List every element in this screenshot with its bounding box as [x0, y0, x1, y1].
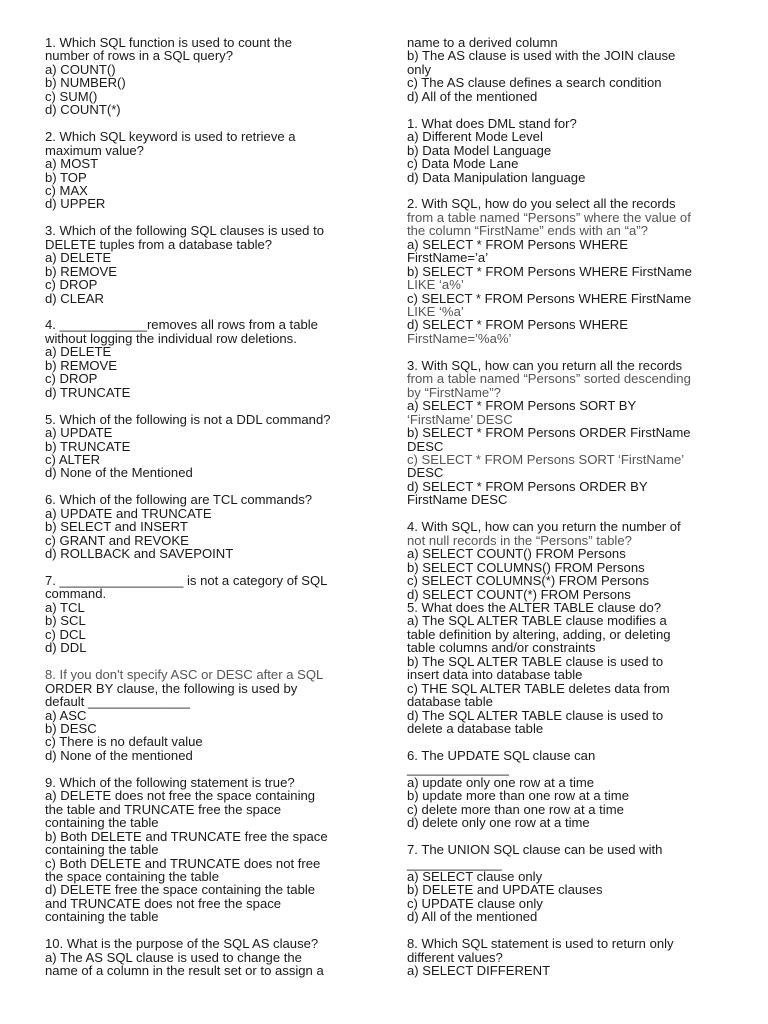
text-line: d) SELECT COUNT(*) FROM Persons: [407, 586, 631, 602]
question-block: [45, 318, 367, 399]
text-line: d) COUNT(*): [45, 102, 121, 118]
text-line: the space containing the table: [45, 868, 219, 884]
question-line: 7. _________________ is not a category of SQL: [45, 573, 328, 589]
question-line: 8. If you don't specify ASC or DESC after a SQL: [45, 667, 324, 683]
text-line: b) REMOVE: [45, 357, 118, 373]
question-block: [45, 224, 367, 305]
text-line: c) The AS clause defines a search condition: [407, 75, 662, 91]
text-line: a) TCL: [45, 599, 85, 615]
text-line: delete a database table: [407, 721, 544, 737]
text-line: maximum value?: [45, 142, 144, 158]
text-line: only: [407, 61, 432, 77]
text-line: containing the table: [45, 909, 159, 925]
question-block: [407, 36, 729, 103]
text-line: a) SELECT DIFFERENT: [407, 963, 551, 979]
left-column: [45, 36, 367, 991]
text-line: d) SELECT * FROM Persons ORDER BY: [407, 478, 648, 494]
text-line: b) SELECT COLUMNS() FROM Persons: [407, 559, 645, 575]
question-block: [407, 937, 729, 977]
question-line: 3. With SQL, how can you return all the records: [407, 357, 683, 373]
text-line: c) THE SQL ALTER TABLE deletes data from: [407, 680, 670, 696]
text-line: c) DROP: [45, 277, 98, 293]
text-line: c) MAX: [45, 182, 88, 198]
text-line: d) ROLLBACK and SAVEPOINT: [45, 546, 234, 562]
right-column: [407, 36, 729, 991]
text-line: LIKE ‘%a’: [407, 304, 464, 320]
question-line: 5. What does the ALTER TABLE clause do?: [407, 599, 662, 615]
question-block: [45, 130, 367, 211]
text-line: the table and TRUNCATE free the space: [45, 801, 282, 817]
text-line: d) Data Manipulation language: [407, 169, 586, 185]
question-line: 10. What is the purpose of the SQL AS clause?: [45, 936, 319, 952]
text-line: a) The SQL ALTER TABLE clause modifies a: [407, 613, 667, 629]
text-line: d) SELECT * FROM Persons WHERE: [407, 317, 628, 333]
text-line: a) SELECT COUNT() FROM Persons: [407, 546, 626, 562]
text-line: d) delete only one row at a time: [407, 815, 590, 831]
text-line: by “FirstName”?: [407, 384, 501, 400]
text-line: different values?: [407, 949, 503, 965]
text-line: DESC: [407, 438, 444, 454]
text-line: a) update only one row at a time: [407, 774, 595, 790]
text-line: c) There is no default value: [45, 734, 203, 750]
text-line: d) All of the mentioned: [407, 909, 538, 925]
text-line: b) SCL: [45, 613, 86, 629]
text-line: a) DELETE: [45, 344, 112, 360]
question-line: 5. Which of the following is not a DDL command?: [45, 411, 331, 427]
text-line: d) None of the Mentioned: [45, 465, 193, 481]
text-line: a) MOST: [45, 156, 99, 172]
text-line: database table: [407, 694, 493, 710]
text-line: b) The AS clause is used with the JOIN clause: [407, 48, 676, 64]
text-line: containing the table: [45, 815, 159, 831]
text-line: LIKE ‘a%’: [407, 277, 464, 293]
text-line: from a table named “Persons” sorted descending: [407, 371, 691, 387]
text-line: c) DROP: [45, 371, 98, 387]
text-line: d) DELETE free the space containing the table: [45, 882, 316, 898]
text-line: c) UPDATE clause only: [407, 895, 543, 911]
question-block: [407, 749, 729, 830]
text-line: c) Data Mode Lane: [407, 156, 519, 172]
question-block: [45, 574, 367, 655]
text-line: d) DDL: [45, 640, 87, 656]
text-line: FirstName=’%a%’: [407, 330, 512, 346]
question-block: [45, 493, 367, 560]
text-line: from a table named “Persons” where the value of: [407, 209, 691, 225]
question-block: [45, 937, 367, 977]
text-line: c) SELECT COLUMNS(*) FROM Persons: [407, 573, 650, 589]
text-line: b) update more than one row at a time: [407, 788, 629, 804]
question-line: 8. Which SQL statement is used to return only: [407, 936, 674, 952]
text-line: c) delete more than one row at a time: [407, 801, 624, 817]
text-line: containing the table: [45, 842, 159, 858]
text-line: table definition by altering, adding, or deleting: [407, 626, 671, 642]
text-line: and TRUNCATE does not free the space: [45, 895, 282, 911]
text-line: c) SUM(): [45, 88, 98, 104]
text-line: ______________: [407, 761, 509, 777]
text-line: default ______________: [45, 694, 190, 710]
text-line: DELETE tuples from a database table?: [45, 236, 273, 252]
text-line: b) Both DELETE and TRUNCATE free the space: [45, 828, 328, 844]
text-line: table columns and/or constraints: [407, 640, 596, 656]
text-line: c) Both DELETE and TRUNCATE does not free: [45, 855, 321, 871]
question-line: 4. ____________removes all rows from a table: [45, 317, 318, 333]
text-line: ‘FirstName’ DESC: [407, 411, 513, 427]
text-line: a) ASC: [45, 707, 87, 723]
text-line: a) The AS SQL clause is used to change the: [45, 949, 302, 965]
question-block: [407, 843, 729, 924]
text-line: d) CLEAR: [45, 290, 104, 306]
text-line: c) DCL: [45, 626, 86, 642]
text-line: a) UPDATE and TRUNCATE: [45, 505, 212, 521]
text-line: a) COUNT(): [45, 61, 116, 77]
question-line: 2. Which SQL keyword is used to retrieve a: [45, 129, 296, 145]
text-line: b) Data Model Language: [407, 142, 552, 158]
question-line: 4. With SQL, how can you return the number of: [407, 519, 681, 535]
text-line: without logging the individual row deletions.: [45, 330, 297, 346]
text-line: c) ALTER: [45, 451, 101, 467]
text-line: b) DELETE and UPDATE clauses: [407, 882, 603, 898]
text-line: d) None of the mentioned: [45, 747, 193, 763]
text-line: FirstName=’a’: [407, 250, 489, 266]
text-line: a) DELETE: [45, 250, 112, 266]
text-line: b) DESC: [45, 721, 97, 736]
text-line: _____________: [407, 855, 502, 871]
question-block: [407, 520, 729, 601]
text-line: d) UPPER: [45, 196, 106, 212]
text-line: c) GRANT and REVOKE: [45, 532, 189, 548]
question-line: 7. The UNION SQL clause can be used with: [407, 842, 663, 858]
question-block: [407, 601, 729, 736]
text-line: c) SELECT * FROM Persons SORT ‘FirstName’: [407, 452, 685, 467]
text-line: b) TRUNCATE: [45, 438, 131, 454]
text-line: name of a column in the result set or to assign a: [45, 963, 324, 979]
question-block: [407, 197, 729, 345]
text-line: d) TRUNCATE: [45, 384, 131, 400]
text-line: FirstName DESC: [407, 492, 508, 508]
text-line: b) NUMBER(): [45, 75, 126, 91]
text-line: number of rows in a SQL query?: [45, 48, 234, 64]
text-line: a) SELECT * FROM Persons WHERE: [407, 236, 628, 252]
question-block: [45, 668, 367, 762]
text-line: a) UPDATE: [45, 425, 113, 441]
question-line: 6. Which of the following are TCL commands?: [45, 492, 313, 508]
question-line: 2. With SQL, how do you select all the records: [407, 196, 676, 212]
text-line: b) TOP: [45, 169, 87, 185]
question-line: 1. Which SQL function is used to count the: [45, 35, 292, 50]
question-block: [45, 776, 367, 924]
question-line: 9. Which of the following statement is true?: [45, 774, 295, 790]
text-line: a) SELECT clause only: [407, 869, 543, 884]
text-line: b) SELECT * FROM Persons ORDER FirstName: [407, 425, 691, 441]
text-line: d) The SQL ALTER TABLE clause is used to: [407, 707, 664, 723]
text-line: d) All of the mentioned: [407, 88, 538, 104]
text-line: the column “FirstName” ends with an “a”?: [407, 223, 648, 239]
text-line: a) Different Mode Level: [407, 129, 543, 145]
text-line: b) SELECT * FROM Persons WHERE FirstName: [407, 263, 692, 279]
question-block: [45, 413, 367, 480]
text-line: c) SELECT * FROM Persons WHERE FirstName: [407, 290, 692, 306]
text-line: command.: [45, 586, 107, 602]
question-line: name to a derived column: [407, 35, 558, 50]
text-line: b) The SQL ALTER TABLE clause is used to: [407, 653, 664, 669]
text-line: a) DELETE does not free the space containing: [45, 788, 316, 804]
question-block: [407, 359, 729, 507]
text-line: ORDER BY clause, the following is used by: [45, 680, 298, 696]
text-line: b) SELECT and INSERT: [45, 519, 188, 535]
text-line: not null records in the “Persons” table?: [407, 532, 632, 548]
question-line: 6. The UPDATE SQL clause can: [407, 747, 596, 763]
text-line: insert data into database table: [407, 667, 583, 683]
text-line: b) REMOVE: [45, 263, 118, 279]
question-block: [407, 117, 729, 184]
text-line: DESC: [407, 465, 444, 481]
text-line: a) SELECT * FROM Persons SORT BY: [407, 398, 637, 414]
question-line: 3. Which of the following SQL clauses is used to: [45, 223, 324, 239]
question-block: [45, 36, 367, 117]
question-line: 1. What does DML stand for?: [407, 115, 577, 131]
